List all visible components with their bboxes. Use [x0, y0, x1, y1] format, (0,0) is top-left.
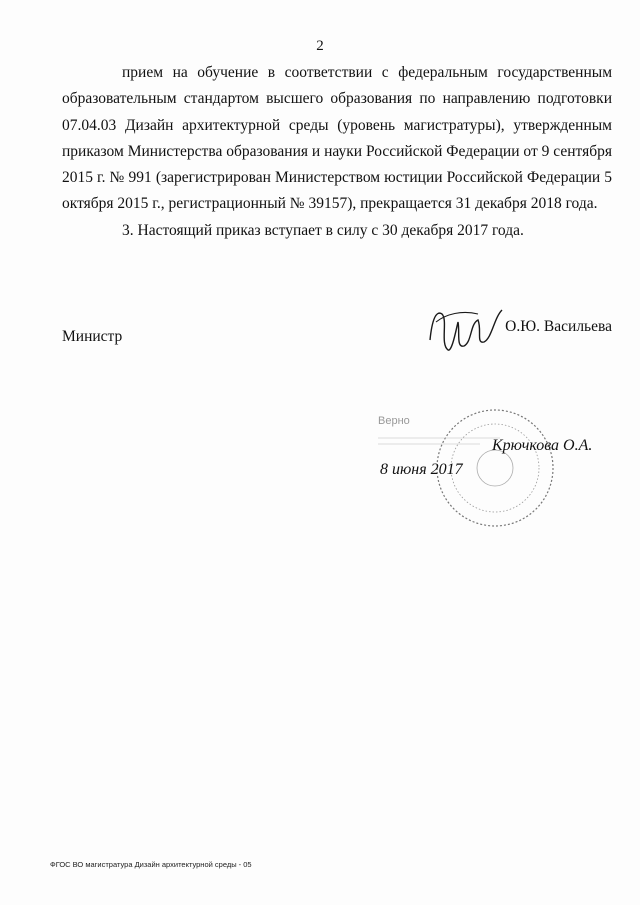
- stamp-handwritten-date: 8 июня 2017: [380, 461, 463, 478]
- stamp-handwritten-name: Крючкова О.А.: [492, 437, 593, 454]
- handwritten-signature: [422, 300, 512, 360]
- signer-title: Министр: [62, 328, 123, 345]
- certification-stamp: [370, 400, 610, 530]
- footer-note: ФГОС ВО магистратура Дизайн архитектурной среды - 05: [50, 860, 252, 869]
- paragraph-1: прием на обучение в соответствии с федеральным государственным образовательным стандартом высшего образования по направлению подготовки 07.04.03 Дизайн архитектурной среды (уровень магистратуры), утвержденным приказом Министерства образования и науки Российской Федерации от 9 сентября 2015 г. № 991 (зарегистрирован Министерством юстиции Российской Федерации 5 октября 2015 г., регистрационный № 39157), прекращается 31 декабря 2018 года.: [62, 64, 612, 213]
- stamp-verified-text: Верно: [378, 415, 410, 427]
- signature-block: [62, 300, 612, 370]
- page-number: 2: [316, 38, 324, 54]
- document-body: [62, 60, 612, 244]
- round-seal-icon: [370, 400, 610, 530]
- signer-name: О.Ю. Васильева: [505, 318, 612, 335]
- paragraph-2: 3. Настоящий приказ вступает в силу с 30 декабря 2017 года.: [122, 221, 524, 239]
